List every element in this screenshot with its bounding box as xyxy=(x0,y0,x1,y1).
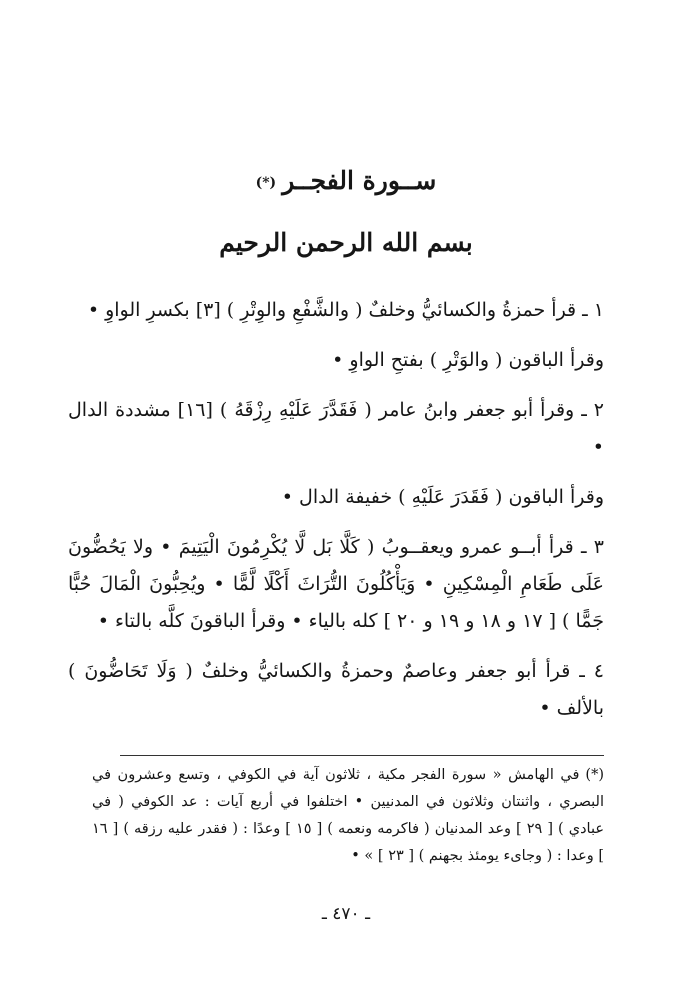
paragraph-6: ٤ ـ قرأ أبو جعفر وعاصمٌ وحمزةُ والكسائيُّ وخلفٌ ( وَلَا تَحَاضُّونَ ) بالألف • xyxy=(68,660,604,719)
paragraph-3: ٢ ـ وقرأ أبو جعفر وابنُ عامر ( فَقَدَّرَ عَلَيْهِ رِزْقَهُ ) [١٦] مشددة الدال • xyxy=(68,399,604,458)
footnote-text: في الهامش « سورة الفجر مكية ، ثلاثون آية في الكوفي ، وتسع وعشرون في البصري ، واثنتان وثلاثون في المدنيين • اختلفوا في أربع آيات : عد الكوفي ( في عبادي ) [ ٢٩ ] وعد المدنيان ( فاكرمه ونعمه ) [ ١٥ ] وعدًا : ( فقدر عليه رزقه ) [ ١٦ ] وعدا : ( وجاىء يومئذ بجهنم ) [ ٢٣ ] » • xyxy=(92,767,604,864)
surah-title xyxy=(0,166,692,195)
basmala: بسم الله الرحمن الرحيم xyxy=(219,228,473,257)
paragraph-2: وقرأ الباقون ( والوَتْرِ ) بفتحِ الواوِ • xyxy=(332,349,604,371)
paragraph-1: ١ ـ قرأ حمزةُ والكسائيُّ وخلفٌ ( والشَّفْعِ والوِتْرِ ) [٣] بكسرِ الواوِ • xyxy=(87,299,604,321)
footnote-divider xyxy=(120,755,604,756)
paragraph-5: ٣ ـ قرأ أبــو عمرو ويعقــوبُ ( كَلَّا بَل لَّا يُكْرِمُونَ الْيَتِيمَ • ولا يَحُضُّونَ عَلَى طَعَامِ الْمِسْكِينِ • وَيَأْكُلُونَ التُّرَاثَ أَكْلًا لَّمًّا • ويُحِبُّونَ الْمَالَ حُبًّا جَمًّا ) [ ١٧ و ١٨ و ١٩ و ٢٠ ] كله بالياء • وقرأ الباقونَ كلَّه بالتاء • xyxy=(68,536,604,632)
paragraph-4: وقرأ الباقون ( فَقَدَرَ عَلَيْهِ ) خفيفة الدال • xyxy=(281,486,604,508)
title-footnote-marker: (*) xyxy=(255,174,277,191)
footnote xyxy=(92,762,604,870)
main-text xyxy=(68,292,604,740)
page-number: ـ ٤٧٠ ـ xyxy=(321,904,371,924)
surah-title-text: ســورة الفجــر xyxy=(282,166,437,195)
footnote-marker: (*) xyxy=(585,767,604,783)
